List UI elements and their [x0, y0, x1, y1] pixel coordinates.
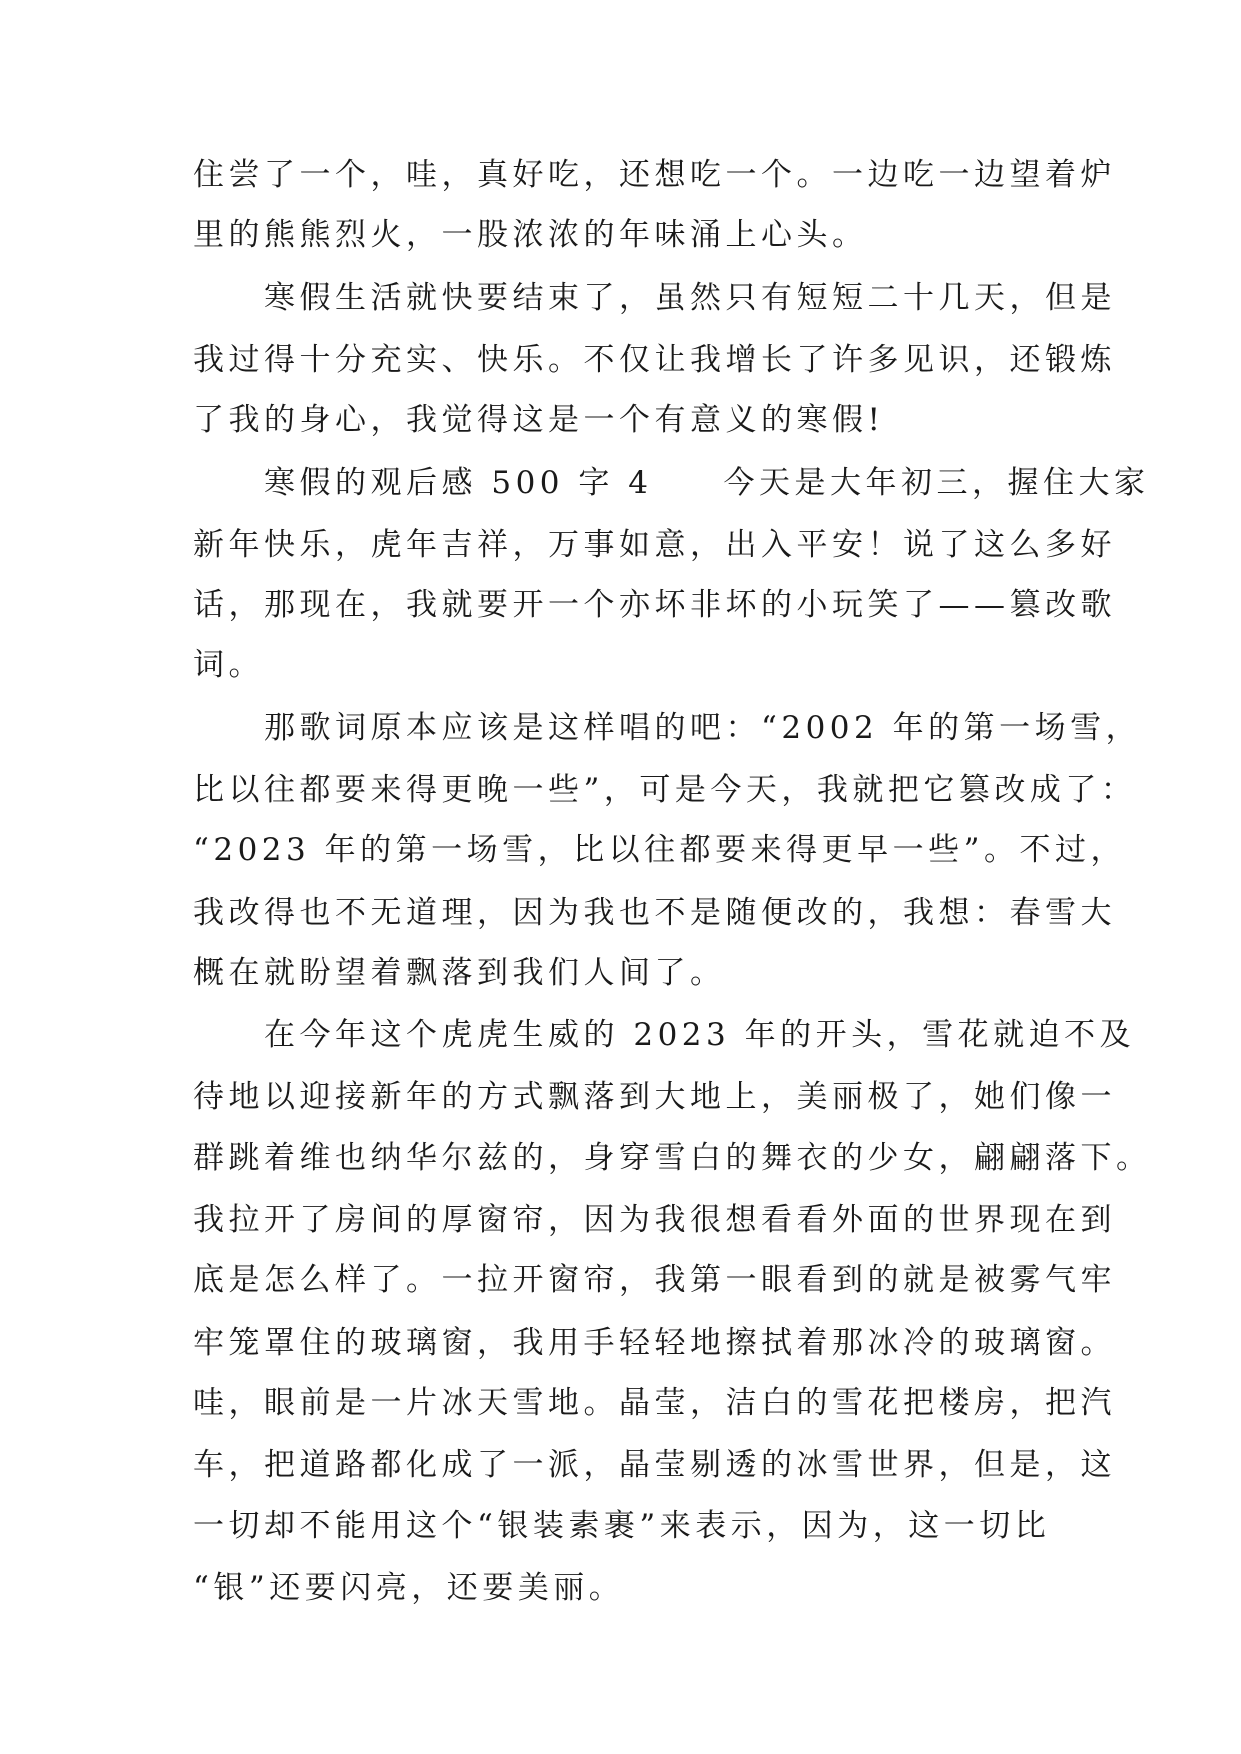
text-line: 哇，眼前是一片冰天雪地。晶莹，洁白的雪花把楼房，把汽 [193, 1385, 1116, 1421]
text-line: 里的熊熊烈火，一股浓浓的年味涌上心头。 [193, 217, 868, 253]
text-line: 我过得十分充实、快乐。不仅让我增长了许多见识，还锻炼 [193, 342, 1116, 378]
text-line: 车，把道路都化成了一派，晶莹剔透的冰雪世界，但是，这 [193, 1447, 1116, 1483]
text-line: 一切却不能用这个“银装素裹”来表示，因为，这一切比 [193, 1508, 1051, 1544]
text-line: 我拉开了房间的厚窗帘，因为我很想看看外面的世界现在到 [193, 1202, 1116, 1238]
text-line: 话，那现在，我就要开一个亦坏非坏的小玩笑了——篡改歌 [193, 587, 1116, 623]
text-line: 牢笼罩住的玻璃窗，我用手轻轻地擦拭着那冰冷的玻璃窗。 [193, 1325, 1116, 1361]
text-line: 比以往都要来得更晚一些”，可是今天，我就把它篡改成了： [193, 772, 1137, 808]
text-line: 我改得也不无道理，因为我也不是随便改的，我想：春雪大 [193, 895, 1116, 931]
text-line: 待地以迎接新年的方式飘落到大地上，美丽极了，她们像一 [193, 1079, 1116, 1115]
text-line: 寒假生活就快要结束了，虽然只有短短二十几天，但是 [193, 280, 1116, 316]
text-line: 底是怎么样了。一拉开窗帘，我第一眼看到的就是被雾气牢 [193, 1262, 1116, 1298]
text-line: 概在就盼望着飘落到我们人间了。 [193, 955, 726, 991]
text-line: 词。 [193, 647, 264, 683]
text-line: 住尝了一个，哇，真好吃，还想吃一个。一边吃一边望着炉 [193, 157, 1116, 193]
text-line: “银”还要闪亮，还要美丽。 [193, 1570, 625, 1606]
text-line: 群跳着维也纳华尔兹的，身穿雪白的舞衣的少女，翩翩落下。 [193, 1140, 1152, 1176]
text-line: 在今年这个虎虎生威的 2023 年的开头，雪花就迫不及 [193, 1017, 1136, 1053]
text-line: “2023 年的第一场雪，比以往都要来得更早一些”。不过， [193, 832, 1126, 868]
text-line: 那歌词原本应该是这样唱的吧：“2002 年的第一场雪， [193, 710, 1142, 746]
text-line: 了我的身心，我觉得这是一个有意义的寒假! [193, 402, 885, 438]
text-line: 新年快乐，虎年吉祥，万事如意，出入平安！说了这么多好 [193, 527, 1116, 563]
text-line: 寒假的观后感 500 字 4 今天是大年初三，握住大家 [193, 465, 1150, 501]
